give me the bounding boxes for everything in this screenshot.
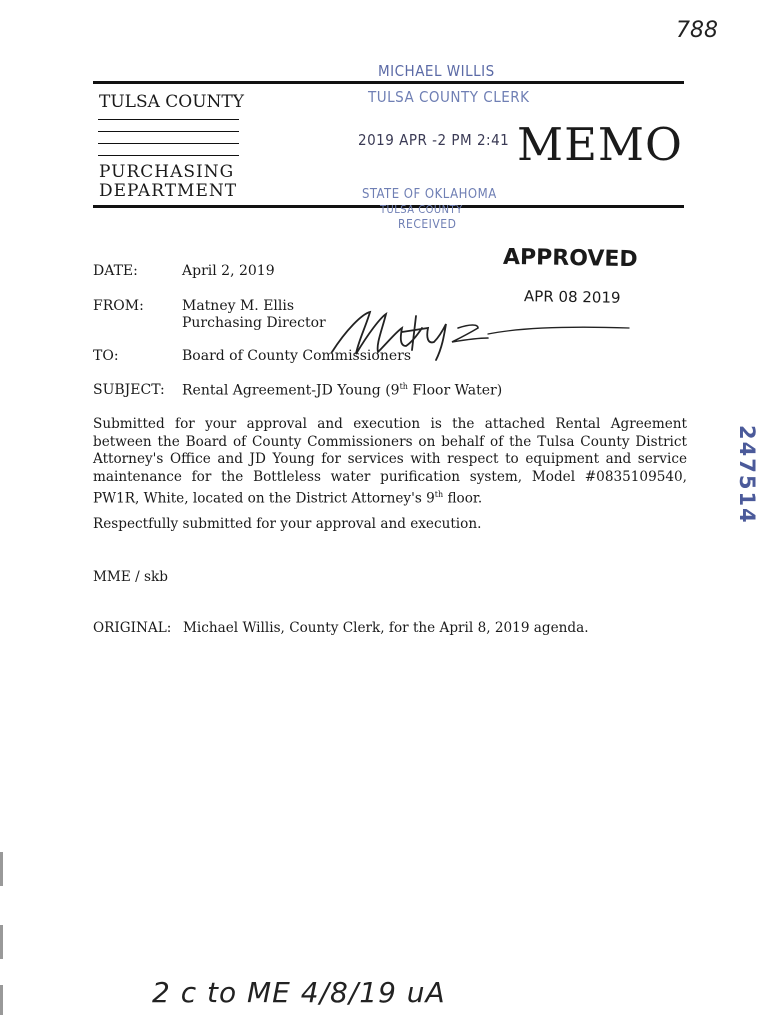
handwritten-footer-note: 2 c to ME 4/8/19 uA	[152, 976, 446, 1009]
initials: MME / skb	[93, 569, 168, 585]
date-label: DATE:	[93, 263, 138, 279]
original-label: ORIGINAL:	[93, 620, 172, 636]
to-value: Board of County Commissioners	[182, 348, 412, 364]
clerk-stamp-date-time: 2019 APR -2 PM 2:41	[358, 131, 510, 149]
corner-handwritten-number: 788	[676, 18, 718, 43]
original-value: Michael Willis, County Clerk, for the April 8, 2019 agenda.	[183, 620, 589, 636]
clerk-stamp-state: STATE OF OKLAHOMA	[362, 187, 497, 202]
clerk-stamp-county: TULSA COUNTY	[380, 203, 463, 216]
department-name-line1: PURCHASING	[99, 162, 235, 182]
approved-stamp-word: APPROVED	[502, 244, 638, 273]
subject-label: SUBJECT:	[93, 382, 165, 398]
header-rule-2	[98, 131, 239, 132]
from-name: Matney M. Ellis	[182, 298, 295, 314]
date-value: April 2, 2019	[182, 263, 275, 279]
clerk-stamp-name: MICHAEL WILLIS	[378, 62, 495, 80]
scan-edge-mark	[0, 852, 3, 886]
memo-title: MEMO	[517, 118, 683, 171]
body-paragraph: Submitted for your approval and execution is the attached Rental Agreement between the Board of County Commissioners on behalf of the Tulsa County District Attorney's Office and JD Young for services with respect to equipment and service maintenance for the Bottleless water purification system, Model #0835109540, PW1R, White, located on the District Attorney's 9th floor.	[93, 416, 687, 507]
subject-value: Rental Agreement-JD Young (9th Floor Water)	[182, 382, 503, 399]
from-title: Purchasing Director	[182, 315, 326, 331]
header-top-rule	[93, 81, 684, 84]
approved-stamp-date: APR 08 2019	[523, 287, 621, 307]
closing-sentence: Respectfully submitted for your approval and execution.	[93, 516, 482, 532]
to-label: TO:	[93, 348, 119, 364]
department-name-line2: DEPARTMENT	[99, 181, 238, 201]
from-label: FROM:	[93, 298, 144, 314]
header-rule-1	[98, 119, 239, 120]
side-document-number: 247514	[735, 425, 759, 525]
clerk-stamp-received: RECEIVED	[398, 217, 457, 231]
header-rule-3	[98, 143, 239, 144]
scan-edge-mark	[0, 985, 3, 1015]
org-name: TULSA COUNTY	[99, 92, 244, 112]
header-rule-4	[98, 155, 239, 156]
scan-edge-mark	[0, 925, 3, 959]
clerk-stamp-title: TULSA COUNTY CLERK	[368, 88, 530, 106]
